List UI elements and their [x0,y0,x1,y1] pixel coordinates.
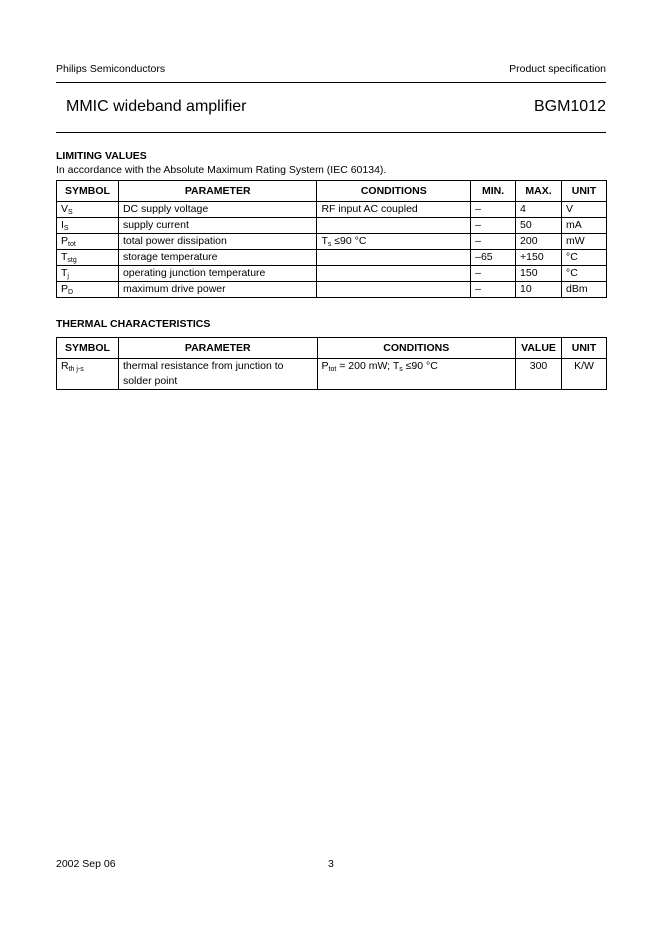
part-number: BGM1012 [533,98,606,115]
min-cell: – [471,202,516,218]
unit-cell: mA [562,218,607,234]
table-row [57,359,607,390]
symbol-cell: $I_S$ [57,218,119,234]
thermal-heading: THERMAL CHARACTERISTICS [56,318,211,330]
unit-cell: dBm [562,282,607,298]
col-header-conditions: CONDITIONS [317,181,471,202]
col-header-max: MAX. [516,181,562,202]
parameter-cell: total power dissipation [118,234,316,250]
symbol-cell: $P_{tot}$ [57,234,119,250]
parameter-cell: operating junction temperature [118,266,316,282]
table-row [57,250,607,266]
company-name: Philips Semiconductors [56,63,166,75]
symbol-cell: $T_j$ [57,266,119,282]
col-header-value: VALUE [516,338,562,359]
table-row [57,282,607,298]
symbol-cell: $P_D$ [57,282,119,298]
header-rule-bottom [56,132,606,133]
parameter-cell: storage temperature [118,250,316,266]
limiting-values-table [56,180,607,298]
conditions-cell [317,250,471,266]
min-cell: – [471,282,516,298]
min-cell: – [471,266,516,282]
col-header-symbol: SYMBOL [57,338,119,359]
parameter-cell: thermal resistance from junction to solder point [118,359,317,390]
table-row [57,234,607,250]
unit-cell: V [562,202,607,218]
header-rule-top [56,82,606,83]
symbol-cell: $R_{th j-s}$ [57,359,119,390]
max-cell: 4 [516,202,562,218]
parameter-cell: supply current [118,218,316,234]
unit-cell: K/W [562,359,607,390]
max-cell: 150 [516,266,562,282]
symbol-cell: $T_{stg}$ [57,250,119,266]
unit-cell: °C [562,250,607,266]
conditions-cell: $P_{tot} = 200$ mW; $T_s \le 90$ °C [317,359,516,390]
unit-cell: mW [562,234,607,250]
col-header-parameter: PARAMETER [118,338,317,359]
col-header-min: MIN. [471,181,516,202]
min-cell: –65 [471,250,516,266]
table-header-row [57,338,607,359]
value-cell: 300 [516,359,562,390]
conditions-cell [317,218,471,234]
unit-cell: °C [562,266,607,282]
parameter-cell: DC supply voltage [118,202,316,218]
conditions-cell: RF input AC coupled [317,202,471,218]
min-cell: – [471,234,516,250]
col-header-unit: UNIT [562,181,607,202]
max-cell: 10 [516,282,562,298]
parameter-cell: maximum drive power [118,282,316,298]
footer-page-number: 3 [328,858,334,870]
max-cell: 50 [516,218,562,234]
table-row [57,218,607,234]
symbol-cell: $V_S$ [57,202,119,218]
table-row [57,266,607,282]
table-row [57,202,607,218]
min-cell: – [471,218,516,234]
col-header-symbol: SYMBOL [57,181,119,202]
page-title: MMIC wideband amplifier [66,98,247,115]
col-header-unit: UNIT [562,338,607,359]
conditions-cell: $T_s \le 90$ °C [317,234,471,250]
col-header-conditions: CONDITIONS [317,338,516,359]
col-header-parameter: PARAMETER [118,181,316,202]
max-cell: 200 [516,234,562,250]
conditions-cell [317,266,471,282]
conditions-cell [317,282,471,298]
table-header-row [57,181,607,202]
document-type: Product specification [509,63,606,75]
max-cell: +150 [516,250,562,266]
limiting-values-subtitle: In accordance with the Absolute Maximum Rating System (IEC 60134). [56,164,387,176]
thermal-table [56,337,607,390]
limiting-values-heading: LIMITING VALUES [56,150,147,162]
footer-date: 2002 Sep 06 [56,858,116,870]
